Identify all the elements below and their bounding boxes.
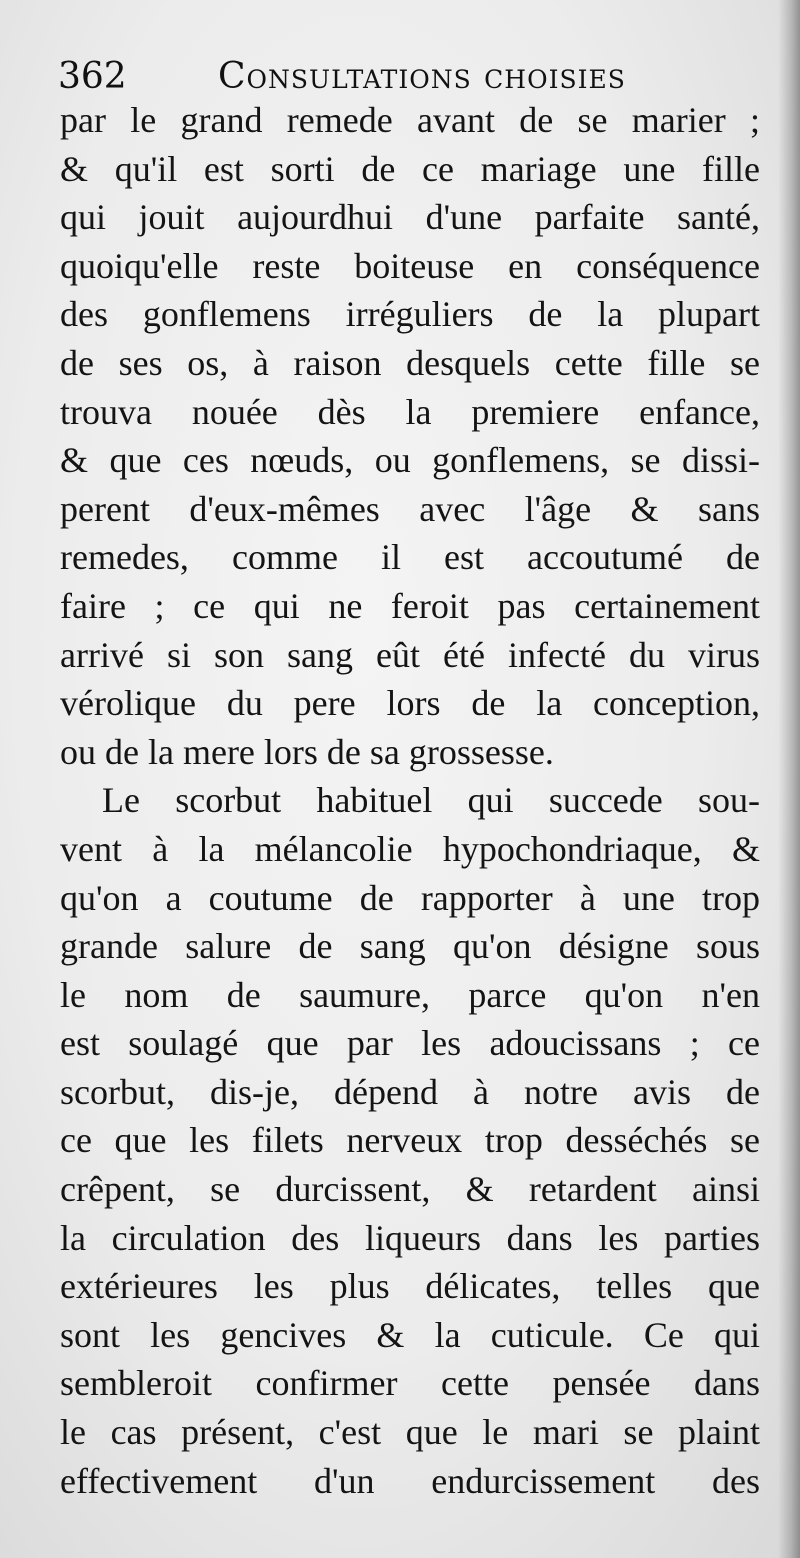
text-line: perent d'eux-mêmes avec l'âge & sans [60, 488, 760, 529]
page-gutter-shadow [778, 0, 800, 1558]
text-line: & que ces nœuds, ou gonflemens, se dissi- [60, 440, 760, 481]
text-line: qu'on a coutume de rapporter à une trop [60, 877, 760, 918]
running-head: Consultations choisies [218, 56, 626, 97]
text-line: & qu'il est sorti de ce mariage une fille [60, 148, 760, 189]
text-line: trouva nouée dès la premiere enfance, [60, 391, 760, 432]
text-line: effectivement d'un endurcissement des [60, 1460, 760, 1501]
text-line: le cas présent, c'est que le mari se plaint [60, 1412, 760, 1453]
page-number: 362 [58, 56, 127, 97]
text-line: sont les gencives & la cuticule. Ce qui [60, 1314, 760, 1355]
text-line: qui jouit aujourdhui d'une parfaite santé, [60, 197, 760, 238]
text-line: scorbut, dis-je, dépend à notre avis de [60, 1071, 760, 1112]
text-line: faire ; ce qui ne feroit pas certainement [60, 585, 760, 626]
text-line: vérolique du pere lors de la conception, [60, 683, 760, 724]
text-line: le nom de saumure, parce qu'on n'en [60, 974, 760, 1015]
text-line: grande salure de sang qu'on désigne sous [60, 926, 760, 967]
paragraph-2 [60, 776, 760, 1505]
text-line: vent à la mélancolie hypochondriaque, & [60, 828, 760, 869]
text-line: ce que les filets nerveux trop desséchés se [60, 1120, 760, 1161]
text-line: crêpent, se durcissent, & retardent ainsi [60, 1169, 760, 1210]
text-line: arrivé si son sang eût été infecté du virus [60, 634, 760, 675]
text-line: ou de la mere lors de sa grossesse. [60, 731, 554, 772]
text-line: est soulagé que par les adoucissans ; ce [60, 1023, 760, 1064]
page-header [58, 52, 758, 98]
text-line: par le grand remede avant de se marier ; [60, 100, 760, 140]
text-line: Le scorbut habituel qui succede sou- [102, 780, 760, 821]
body-text [60, 96, 760, 1505]
text-line: la circulation des liqueurs dans les parties [60, 1217, 760, 1258]
text-line: remedes, comme il est accoutumé de [60, 537, 760, 578]
text-line: extérieures les plus délicates, telles que [60, 1266, 760, 1307]
text-line: quoiqu'elle reste boiteuse en conséquence [60, 245, 760, 286]
text-line: de ses os, à raison desquels cette fille se [60, 342, 760, 383]
text-line: sembleroit confirmer cette pensée dans [60, 1363, 760, 1404]
paragraph-1 [60, 96, 760, 776]
text-line: des gonflemens irréguliers de la plupart [60, 294, 760, 335]
